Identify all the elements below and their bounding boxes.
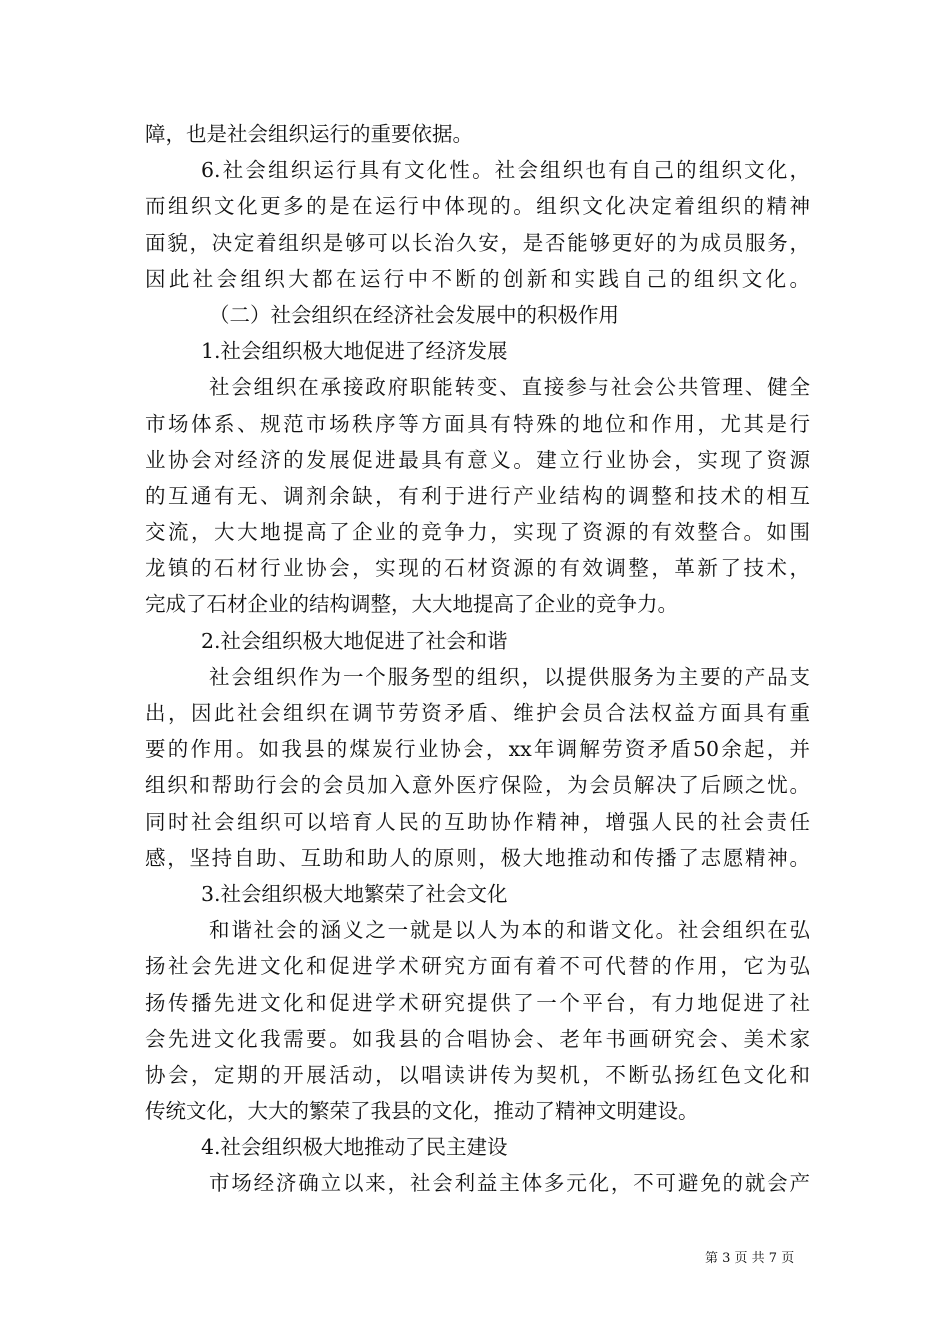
text-line: 业协会对经济的发展促进最具有意义。建立行业协会，实现了资源 — [145, 447, 810, 472]
text-line: 龙镇的石材行业协会，实现的石材资源的有效调整，革新了技术， — [145, 556, 810, 581]
text-line: 6.社会组织运行具有文化性。社会组织也有自己的组织文化， — [201, 158, 810, 183]
text-line: 社会组织作为一个服务型的组织，以提供服务为主要的产品支 — [209, 664, 810, 689]
document-body — [145, 116, 810, 1202]
text-line: 要的作用。如我县的煤炭行业协会，xx年调解劳资矛盾50余起，并 — [145, 737, 810, 762]
section-heading: （二）社会组织在经济社会发展中的积极作用 — [209, 302, 619, 327]
text-line: 交流，大大地提高了企业的竞争力，实现了资源的有效整合。如围 — [145, 520, 810, 545]
subsection-heading: 2.社会组织极大地促进了社会和谐 — [201, 628, 508, 653]
text-line: 障，也是社会组织运行的重要依据。 — [145, 122, 473, 146]
subsection-heading: 3.社会组织极大地繁荣了社会文化 — [201, 881, 508, 906]
text-line: 感，坚持自助、互助和助人的原则，极大地推动和传播了志愿精神。 — [145, 845, 810, 870]
text-line: 因此社会组织大都在运行中不断的创新和实践自己的组织文化。 — [145, 266, 810, 291]
text-line: 出，因此社会组织在调节劳资矛盾、维护会员合法权益方面具有重 — [145, 701, 810, 725]
text-line: 会先进文化我需要。如我县的合唱协会、老年书画研究会、美术家 — [145, 1026, 810, 1051]
text-line: 而组织文化更多的是在运行中体现的。组织文化决定着组织的精神 — [145, 194, 810, 219]
text-line: 协会，定期的开展活动，以唱读讲传为契机，不断弘扬红色文化和 — [145, 1062, 810, 1087]
text-line: 扬社会先进文化和促进学术研究方面有着不可代替的作用，它为弘 — [145, 954, 810, 979]
text-line: 市场体系、规范市场秩序等方面具有特殊的地位和作用，尤其是行 — [145, 411, 810, 436]
subsection-heading: 1.社会组织极大地促进了经济发展 — [201, 339, 508, 364]
page-number: 第 3 页 共 7 页 — [705, 1251, 795, 1266]
text-line: 社会组织在承接政府职能转变、直接参与社会公共管理、健全 — [209, 375, 810, 400]
text-line: 完成了石材企业的结构调整，大大地提高了企业的竞争力。 — [145, 592, 678, 617]
text-line: 组织和帮助行会的会员加入意外医疗保险，为会员解决了后顾之忧。 — [145, 773, 810, 798]
text-line: 市场经济确立以来，社会利益主体多元化，不可避免的就会产 — [209, 1171, 810, 1196]
subsection-heading: 4.社会组织极大地推动了民主建设 — [201, 1135, 508, 1160]
text-line: 和谐社会的涵义之一就是以人为本的和谐文化。社会组织在弘 — [209, 918, 810, 943]
text-line: 同时社会组织可以培育人民的互助协作精神，增强人民的社会责任 — [145, 809, 810, 834]
text-line: 面貌，决定着组织是够可以长治久安，是否能够更好的为成员服务， — [145, 230, 810, 255]
text-line: 扬传播先进文化和促进学术研究提供了一个平台，有力地促进了社 — [145, 990, 810, 1015]
text-line: 的互通有无、调剂余缺，有利于进行产业结构的调整和技术的相互 — [145, 483, 810, 508]
text-line: 传统文化，大大的繁荣了我县的文化，推动了精神文明建设。 — [145, 1099, 699, 1124]
